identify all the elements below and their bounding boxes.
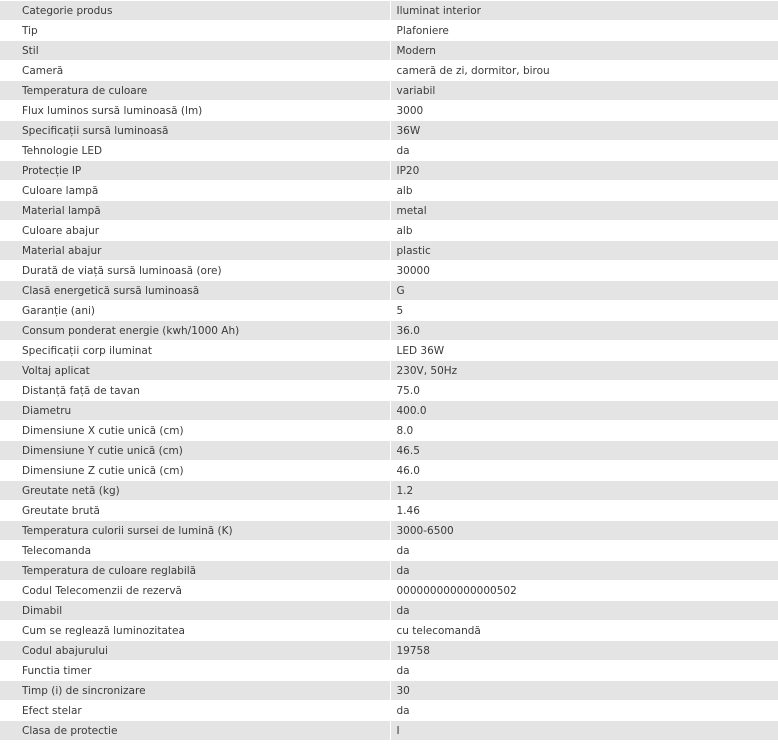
spec-value: 46.0 xyxy=(390,461,778,481)
table-row xyxy=(0,141,778,161)
table-row xyxy=(0,221,778,241)
table-row xyxy=(0,601,778,621)
spec-value: plastic xyxy=(390,241,778,261)
spec-label: Protecție IP xyxy=(0,161,390,181)
spec-value: 19758 xyxy=(390,641,778,661)
table-row xyxy=(0,721,778,741)
spec-label: Diametru xyxy=(0,401,390,421)
spec-value: 5 xyxy=(390,301,778,321)
spec-label: Categorie produs xyxy=(0,1,390,21)
spec-value: IP20 xyxy=(390,161,778,181)
table-row xyxy=(0,621,778,641)
table-row xyxy=(0,361,778,381)
spec-table-body xyxy=(0,1,778,741)
table-row xyxy=(0,401,778,421)
spec-label: Functia timer xyxy=(0,661,390,681)
table-row xyxy=(0,581,778,601)
table-row xyxy=(0,541,778,561)
spec-label: Cum se reglează luminozitatea xyxy=(0,621,390,641)
table-row xyxy=(0,161,778,181)
spec-value: 1.2 xyxy=(390,481,778,501)
spec-value: da xyxy=(390,141,778,161)
spec-value: metal xyxy=(390,201,778,221)
spec-label: Specificații corp iluminat xyxy=(0,341,390,361)
spec-value: 46.5 xyxy=(390,441,778,461)
spec-value: Plafoniere xyxy=(390,21,778,41)
table-row xyxy=(0,521,778,541)
spec-label: Consum ponderat energie (kwh/1000 Ah) xyxy=(0,321,390,341)
spec-label: Garanție (ani) xyxy=(0,301,390,321)
table-row xyxy=(0,261,778,281)
spec-value: cu telecomandă xyxy=(390,621,778,641)
table-row xyxy=(0,661,778,681)
table-row xyxy=(0,1,778,21)
table-row xyxy=(0,461,778,481)
spec-label: Durată de viață sursă luminoasă (ore) xyxy=(0,261,390,281)
spec-label: Temperatura de culoare xyxy=(0,81,390,101)
table-row xyxy=(0,441,778,461)
spec-value: 30 xyxy=(390,681,778,701)
spec-value: I xyxy=(390,721,778,741)
spec-label: Clasa de protectie xyxy=(0,721,390,741)
table-row xyxy=(0,481,778,501)
table-row xyxy=(0,421,778,441)
spec-label: Distanță față de tavan xyxy=(0,381,390,401)
spec-label: Voltaj aplicat xyxy=(0,361,390,381)
spec-label: Dimabil xyxy=(0,601,390,621)
spec-label: Material lampă xyxy=(0,201,390,221)
spec-value: 3000 xyxy=(390,101,778,121)
spec-value: Modern xyxy=(390,41,778,61)
spec-value: alb xyxy=(390,181,778,201)
spec-value: 400.0 xyxy=(390,401,778,421)
spec-value: 36.0 xyxy=(390,321,778,341)
spec-label: Culoare lampă xyxy=(0,181,390,201)
spec-label: Greutate brută xyxy=(0,501,390,521)
spec-value: alb xyxy=(390,221,778,241)
spec-value: 3000-6500 xyxy=(390,521,778,541)
table-row xyxy=(0,281,778,301)
table-row xyxy=(0,41,778,61)
spec-value: cameră de zi, dormitor, birou xyxy=(390,61,778,81)
table-row xyxy=(0,641,778,661)
spec-label: Tehnologie LED xyxy=(0,141,390,161)
spec-label: Efect stelar xyxy=(0,701,390,721)
table-row xyxy=(0,81,778,101)
table-row xyxy=(0,701,778,721)
spec-value: 75.0 xyxy=(390,381,778,401)
spec-label: Flux luminos sursă luminoasă (lm) xyxy=(0,101,390,121)
spec-label: Greutate netă (kg) xyxy=(0,481,390,501)
spec-value: da xyxy=(390,701,778,721)
spec-label: Tip xyxy=(0,21,390,41)
spec-value: 1.46 xyxy=(390,501,778,521)
table-row xyxy=(0,341,778,361)
spec-label: Dimensiune Z cutie unică (cm) xyxy=(0,461,390,481)
spec-value: 8.0 xyxy=(390,421,778,441)
table-row xyxy=(0,181,778,201)
spec-label: Temperatura culorii sursei de lumină (K) xyxy=(0,521,390,541)
spec-value: da xyxy=(390,561,778,581)
spec-value: 30000 xyxy=(390,261,778,281)
spec-value: da xyxy=(390,541,778,561)
table-row xyxy=(0,241,778,261)
spec-value: LED 36W xyxy=(390,341,778,361)
table-row xyxy=(0,101,778,121)
table-row xyxy=(0,321,778,341)
spec-label: Culoare abajur xyxy=(0,221,390,241)
spec-value: variabil xyxy=(390,81,778,101)
spec-label: Codul Telecomenzii de rezervă xyxy=(0,581,390,601)
table-row xyxy=(0,201,778,221)
table-row xyxy=(0,121,778,141)
spec-value: 000000000000000502 xyxy=(390,581,778,601)
spec-label: Specificații sursă luminoasă xyxy=(0,121,390,141)
spec-label: Cameră xyxy=(0,61,390,81)
spec-label: Material abajur xyxy=(0,241,390,261)
spec-label: Stil xyxy=(0,41,390,61)
spec-label: Temperatura de culoare reglabilă xyxy=(0,561,390,581)
spec-value: 230V, 50Hz xyxy=(390,361,778,381)
table-row xyxy=(0,381,778,401)
spec-value: 36W xyxy=(390,121,778,141)
spec-value: Iluminat interior xyxy=(390,1,778,21)
product-spec-table xyxy=(0,1,778,741)
spec-value: da xyxy=(390,661,778,681)
spec-label: Dimensiune Y cutie unică (cm) xyxy=(0,441,390,461)
spec-value: da xyxy=(390,601,778,621)
spec-value: G xyxy=(390,281,778,301)
table-row xyxy=(0,681,778,701)
spec-label: Dimensiune X cutie unică (cm) xyxy=(0,421,390,441)
spec-label: Telecomanda xyxy=(0,541,390,561)
table-row xyxy=(0,561,778,581)
table-row xyxy=(0,61,778,81)
table-row xyxy=(0,301,778,321)
spec-label: Clasă energetică sursă luminoasă xyxy=(0,281,390,301)
table-row xyxy=(0,501,778,521)
table-row xyxy=(0,21,778,41)
spec-label: Codul abajurului xyxy=(0,641,390,661)
spec-label: Timp (i) de sincronizare xyxy=(0,681,390,701)
